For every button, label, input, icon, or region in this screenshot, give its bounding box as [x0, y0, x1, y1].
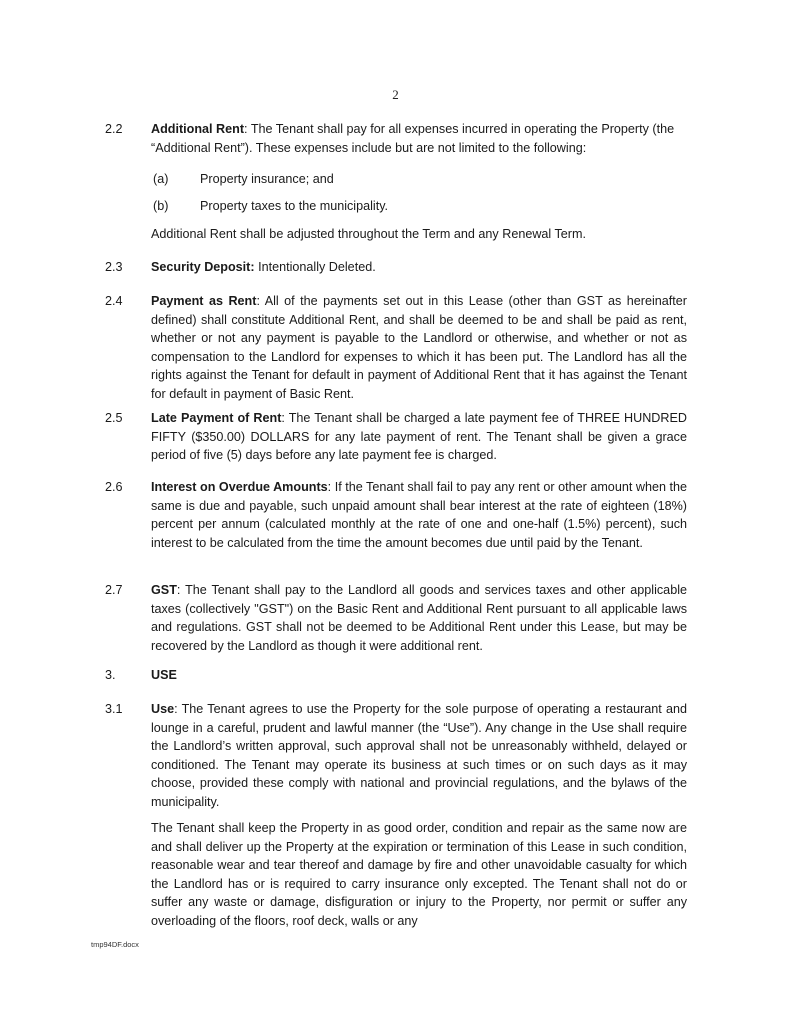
section-number: 3.: [105, 668, 116, 682]
section-heading: Additional Rent: [151, 122, 245, 136]
section-body: [151, 666, 687, 685]
section-number: 2.3: [105, 260, 123, 274]
section-text: : If the Tenant shall fail to pay any rent or other amount when the same is due and payable, such unpaid amount shall bear interest at the rate of eighteen (18%) percent per annum (calculated monthly at the rate of one and one-half (1.5%) percent), such interest to be calculated from the time the amount becomes due until paid by the Tenant.: [151, 480, 687, 550]
page-number: 2: [392, 87, 399, 102]
section-text: Intentionally Deleted.: [254, 260, 376, 274]
section-paragraph: The Tenant shall keep the Property in as good order, condition and repair as the same now are and shall deliver up the Property at the expiration or termination of this Lease in such condition, reasonable wear and tear thereof and damage by fire and other unavoidable casualty for which the Landlord has or is required to carry insurance only excepted. The Tenant shall not do or suffer any waste or damage, disfiguration or injury to the Property, nor permit or suffer any overloading of the floors, roof deck, walls or any: [151, 821, 687, 928]
section-heading: USE: [151, 668, 177, 682]
list-item-label: (b): [153, 199, 169, 213]
section-text: : All of the payments set out in this Lease (other than GST as hereinafter defined) shall constitute Additional Rent, and shall be deemed to be and shall be paid as rent, whether or not any payment is payable to the Landlord or otherwise, and whether or not as compensation to the Landlord for expenses to which it has been put. The Landlord has all the rights against the Tenant for default in payment of Additional Rent that it has against the Tenant for default in payment of Basic Rent.: [151, 294, 687, 401]
section-number: 2.5: [105, 411, 123, 425]
section-text: : The Tenant shall pay to the Landlord all goods and services taxes and other applicable taxes (collectively "GST") on the Basic Rent and Additional Rent pursuant to all applicable laws and regulations. GST shall not be deemed to be Additional Rent under this Lease, but may be recovered by the Landlord as though it were additional rent.: [151, 583, 687, 653]
section-body: [151, 120, 687, 157]
section-2-4: [105, 292, 687, 403]
section-text: : The Tenant shall be charged a late payment fee of THREE HUNDRED FIFTY ($350.00) DOLLARS for any late payment of rent. The Tenant shall be given a grace period of five (5) days before any late payment fee is charged.: [151, 411, 687, 462]
section-2-2: [105, 120, 687, 157]
section-3-1-paragraph-2: [105, 819, 687, 930]
footer-filename: tmp94DF.docx: [91, 940, 139, 949]
section-body: [151, 409, 687, 465]
section-text: : The Tenant agrees to use the Property for the sole purpose of operating a restaurant and lounge in a careful, prudent and lawful manner (the “Use”). Any change in the Use shall require the Landlord’s written approval, such approval shall not be unreasonably withheld, delayed or conditioned. The Tenant may operate its business at such times or on such days as it may choose, provided these comply with national and provincial regulations, and the bylaws of the municipality.: [151, 702, 687, 809]
section-number: 2.7: [105, 583, 123, 597]
section-heading: Late Payment of Rent: [151, 411, 282, 425]
section-number: 2.2: [105, 122, 123, 136]
section-heading: Interest on Overdue Amounts: [151, 480, 328, 494]
section-heading: Use: [151, 702, 175, 716]
section-body: [151, 581, 687, 655]
section-heading: GST: [151, 583, 177, 597]
section-body: [151, 700, 687, 811]
section-3: [105, 666, 687, 685]
section-number: 2.4: [105, 294, 123, 308]
section-text: : The Tenant shall pay for all expenses incurred in operating the Property (the “Additional Rent”). These expenses include but are not limited to the following:: [151, 122, 675, 155]
section-2-2-closing: [105, 225, 687, 244]
list-item-text: Property insurance; and: [200, 172, 334, 186]
section-body: [151, 258, 687, 277]
section-number: 2.6: [105, 480, 123, 494]
section-body: [151, 478, 687, 552]
list-item-label: (a): [153, 172, 169, 186]
list-item-text: Property taxes to the municipality.: [200, 199, 389, 213]
section-heading: Security Deposit:: [151, 260, 255, 274]
section-number: 3.1: [105, 702, 123, 716]
section-2-7: [105, 581, 687, 655]
section-heading: Payment as Rent: [151, 294, 257, 308]
section-body: [151, 292, 687, 403]
section-3-1: [105, 700, 687, 811]
section-closing-text: Additional Rent shall be adjusted throughout the Term and any Renewal Term.: [151, 227, 586, 241]
section-2-5: [105, 409, 687, 465]
section-2-3: [105, 258, 687, 277]
section-2-6: [105, 478, 687, 552]
